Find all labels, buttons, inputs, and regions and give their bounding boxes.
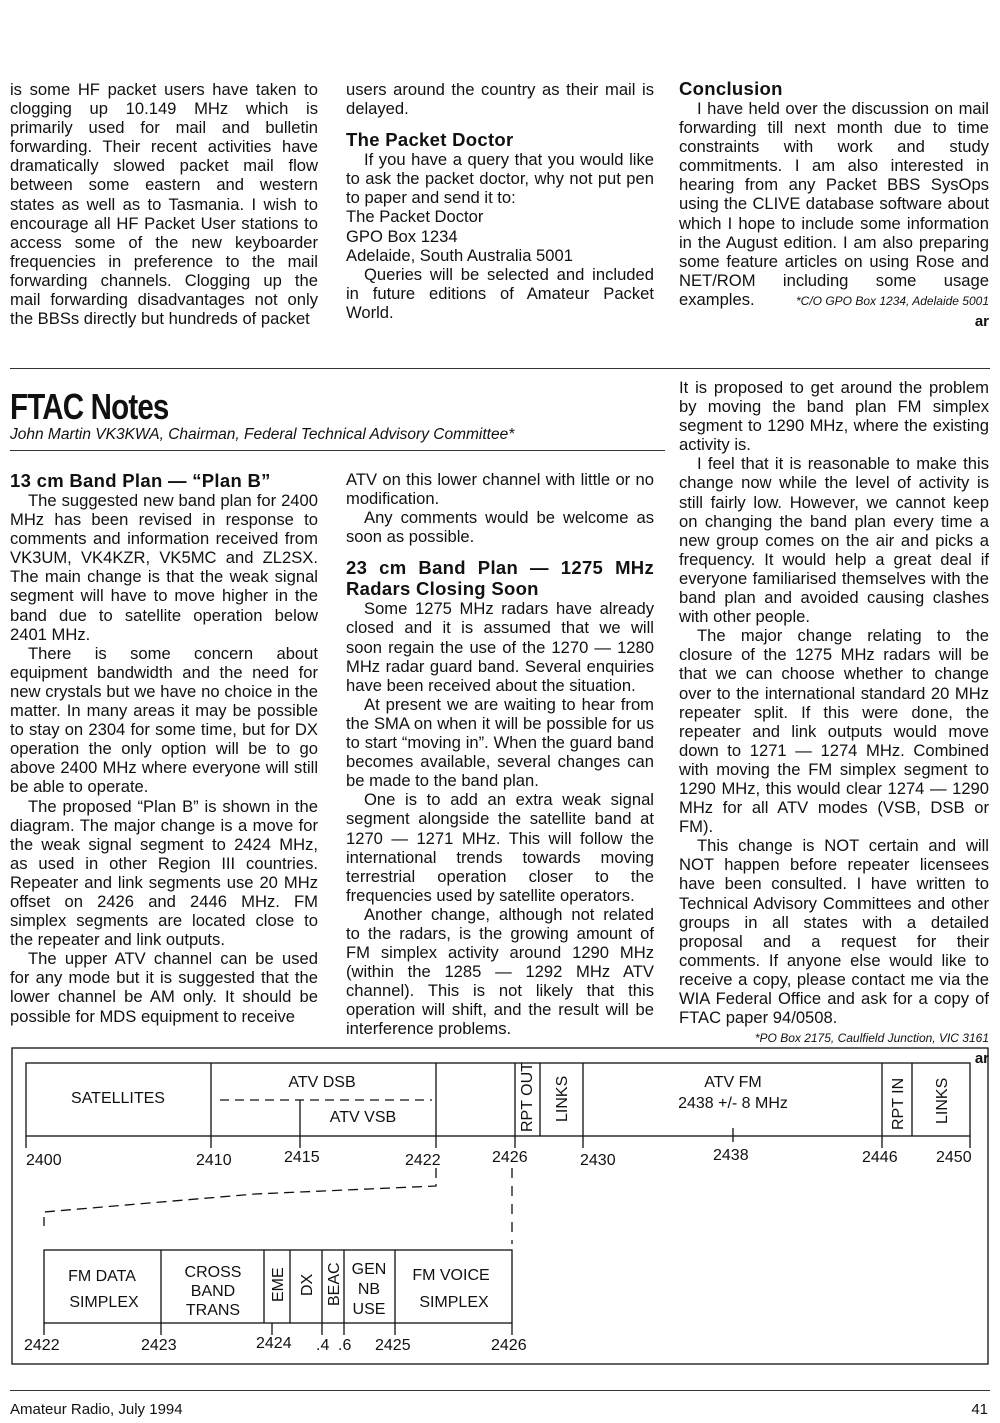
ftac-c1-para-2: There is some concern about equipment bandwidth and the need for new crystals but we have no choice in the matter. In many areas it may be possible to stay on 2304 for some time, but for DX operation the only option will be to go above 2400 MHz where everyone will still be able to operate. <box>10 643 318 797</box>
ftac-c2-para-4: At present we are waiting to hear from the SMA on when it will be possible for us to start “moving in”. When the guard band becomes available, several changes can be made to the band plan. <box>346 694 654 791</box>
footer-publication: Amateur Radio, July 1994 <box>10 1401 183 1418</box>
tick-label: 2450 <box>936 1149 972 1166</box>
segment-atv-fm: ATV FM <box>704 1074 762 1091</box>
segment-gen-nb-2: NB <box>357 1281 381 1298</box>
packet-doctor-heading: The Packet Doctor <box>346 129 514 151</box>
ftac-c2-para-1: ATV on this lower channel with little or no modification. <box>346 470 654 509</box>
ftac-c1-para-1: The suggested new band plan for 2400 MHz has been revised in response to comments and information received from VK3UM, VK4KZR, VK5MC and ZL2SX. The main change is that the weak signal segment will have to move higher in the band due to satellite operation below 2401 MHz. <box>10 491 318 644</box>
ftac-c3-para-4: This change is NOT certain and will NOT happen before repeater licensees have been consulted. I have written to Technical Advisory Committees and other groups in all states with a detailed proposal and a request for their comments. If anyone else would like to receive a copy, please contact me via the WIA Federal Office and ask for a copy of FTAC paper 94/0508. <box>679 836 989 1028</box>
segment-fm-data: FM DATA <box>68 1268 136 1285</box>
ftac-c3-para-1: It is proposed to get around the problem by moving the band plan FM simplex segment to 1290 MHz, where the existing activity is. <box>679 378 989 455</box>
segment-atv-fm-freq: 2438 +/- 8 MHz <box>678 1095 788 1112</box>
segment-cross-band-3: TRANS <box>185 1302 241 1319</box>
tick-label: 2410 <box>196 1152 232 1169</box>
tick-label: 2430 <box>580 1152 616 1169</box>
ftac-c3-para-3: The major change relating to the closure of the 1275 MHz radars will be that we can choose whether to change over to the international standard 20 MHz repeater split. If this were done, the repeater and link outputs would move down to 1271 — 1274 MHz. Combined with moving the FM simplex segment to 1290 MHz, this would clear 1274 — 1290 MHz for all ATV modes (VSB, DSB or FM). <box>679 626 989 837</box>
13cm-heading: 13 cm Band Plan — “Plan B” <box>10 470 271 491</box>
top-signature: *C/O GPO Box 1234, Adelaide 5001 <box>795 294 989 309</box>
top-col1-text: is some HF packet users have taken to clogging up 10.149 MHz which is primarily used for mail and bulletin forwarding. Their recent activities have dramatically slowed packet mail flow between some eastern and western states as well as to Tasmania. I wish to encourage all HF Packet User stations to access some of the new keyboarder frequencies in preference to the mail forwarding channels. Clogging up the mail forwarding disadvantages not only the BBSs directly but hundreds of packet <box>10 80 318 329</box>
tick-label: 2426 <box>491 1337 527 1354</box>
top-col2-para-3: Queries will be selected and included in future editions of Amateur Packet World. <box>346 264 654 322</box>
segment-links-2: LINKS <box>934 1077 951 1124</box>
address-line-2: GPO Box 1234 <box>346 226 458 246</box>
segment-fm-data-sub: SIMPLEX <box>69 1294 139 1311</box>
conclusion-heading: Conclusion <box>679 78 783 99</box>
ftac-c2-para-6: Another change, although not related to the radars, is the growing amount of FM simplex activity around 1290 MHz (within the 1285 — 1292 MHz ATV channel). This is not likely that this operation will shift, and the result will be interference problems. <box>346 904 654 1039</box>
23cm-heading: 23 cm Band Plan — 1275 MHz Radars Closing Soon <box>346 557 654 600</box>
tick-label: 2426 <box>492 1149 528 1166</box>
tick-label: 2424 <box>256 1335 292 1352</box>
tick-label: .4 <box>316 1337 330 1354</box>
upper-band-box <box>26 1063 970 1136</box>
ftac-c2-para-3: Some 1275 MHz radars have already closed and it is assumed that we will soon regain the use of the 1270 — 1280 MHz radar guard band. Several enquiries have been received about the situation. <box>346 599 654 695</box>
tick-label: 2425 <box>375 1337 411 1354</box>
segment-atv-vsb: ATV VSB <box>329 1109 397 1126</box>
ftac-c2-para-2: Any comments would be welcome as soon as possible. <box>346 508 654 547</box>
top-col2-para-1: users around the country as their mail is delayed. <box>346 80 654 119</box>
segment-links: LINKS <box>554 1075 571 1122</box>
ftac-c1-para-3: The proposed “Plan B” is shown in the diagram. The major change is a move for the weak signal segment to 2424 MHz, as used in other Region III countries. Repeater and link segments use 20 MHz offset on 2426 and 2446 MHz. FM simplex segments are located close to the repeater and link outputs. <box>10 796 318 950</box>
segment-dx: DX <box>299 1273 316 1296</box>
segment-eme: EME <box>270 1267 287 1302</box>
segment-gen-nb: GEN <box>351 1261 387 1278</box>
segment-cross-band: CROSS <box>184 1264 242 1281</box>
tick-label: 2422 <box>405 1152 441 1169</box>
ftac-byline: John Martin VK3KWA, Chairman, Federal Technical Advisory Committee* <box>10 426 515 443</box>
conclusion-text: I have held over the discussion on mail forwarding till next month due to time constraints with work and study commitments. I am also interested in hearing from any Packet BBS SysOps using the CLIVE database software about which I hope to include some information in the August edition. I am also preparing some feature articles on using Rose and NET/ROM including some usage examples. <box>679 99 989 309</box>
ftac-c3-para-2: I feel that it is reasonable to make this change now while the level of activity is still fairly low. However, we cannot keep on changing the band plan every time a new group comes on the air and picks a frequency. It would help a great deal if everyone familiarised themselves with the band plan and avoided causing clashes with other people. <box>679 454 989 627</box>
tick-label: 2423 <box>141 1337 177 1354</box>
segment-rpt-out: RPT OUT <box>519 1062 536 1132</box>
segment-satellites: SATELLITES <box>71 1090 165 1107</box>
ftac-signature: *PO Box 2175, Caulfield Junction, VIC 3161 <box>754 1031 989 1046</box>
segment-rpt-in: RPT IN <box>890 1077 907 1130</box>
ftac-title: FTAC Notes <box>10 386 169 427</box>
ftac-c2-para-5: One is to add an extra weak signal segment alongside the satellite band at 1270 — 1271 MHz. This will follow the international trends towards moving terrestrial operation closer to the frequencies used by satellite operators. <box>346 790 654 905</box>
top-ar-mark: ar <box>974 313 989 331</box>
tick-label: 2446 <box>862 1149 898 1166</box>
segment-atv-dsb: ATV DSB <box>288 1074 356 1091</box>
tick-label: 2438 <box>713 1147 749 1164</box>
address-line-1: The Packet Doctor <box>346 207 484 227</box>
tick-label: 2422 <box>24 1337 60 1354</box>
segment-fm-voice: FM VOICE <box>412 1267 490 1284</box>
address-line-3: Adelaide, South Australia 5001 <box>346 245 573 265</box>
ftac-c1-para-4: The upper ATV channel can be used for any mode but it is suggested that the lower channel be AM only. It should be possible for MDS equipment to receive <box>10 949 318 1026</box>
top-col2-para-2: If you have a query that you would like to ask the packet doctor, why not put pen to paper and send it to: <box>346 150 654 208</box>
tick-label: 2415 <box>284 1149 320 1166</box>
page-number: 41 <box>971 1401 988 1418</box>
segment-beac: BEAC <box>326 1262 343 1306</box>
tick-label: .6 <box>338 1337 352 1354</box>
footer-rule <box>10 1390 990 1391</box>
segment-cross-band-2: BAND <box>190 1283 236 1300</box>
segment-fm-voice-sub: SIMPLEX <box>419 1294 489 1311</box>
ftac-ar-mark: ar <box>974 1050 989 1068</box>
tick-label: 2400 <box>26 1152 62 1169</box>
segment-gen-nb-3: USE <box>352 1301 386 1318</box>
